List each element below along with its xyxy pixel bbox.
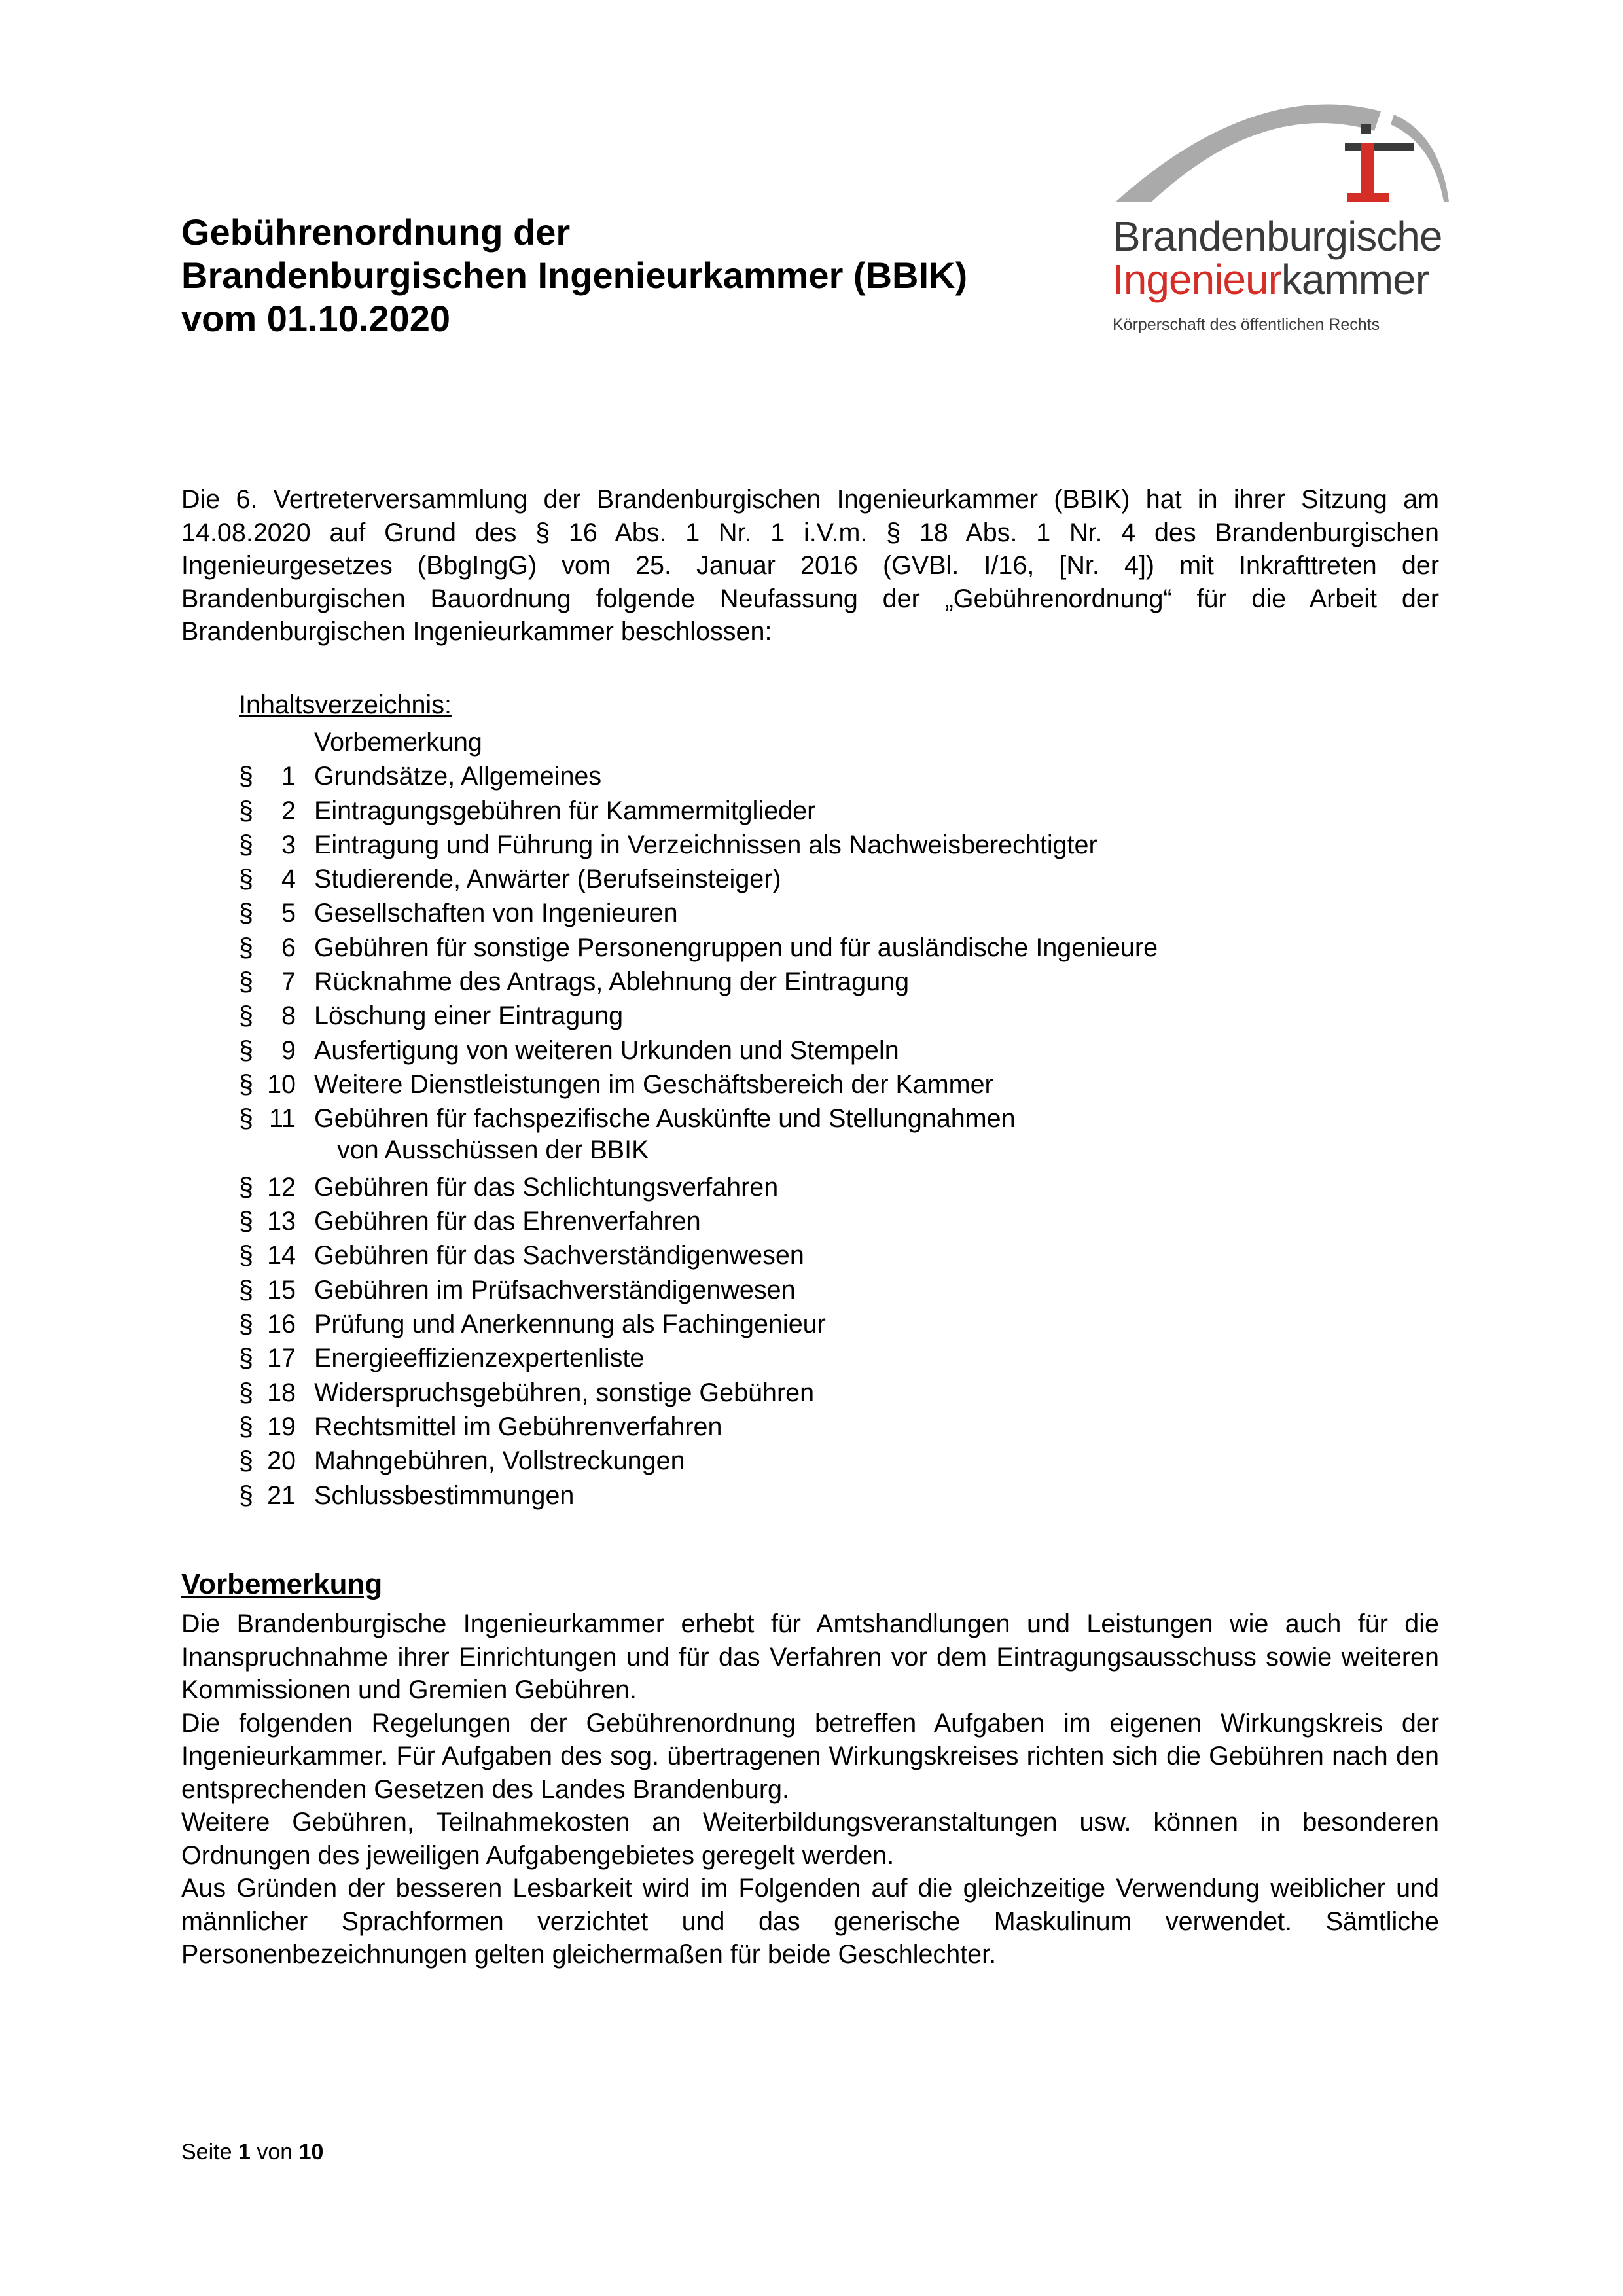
section-number: 17 xyxy=(267,1344,296,1373)
toc-item xyxy=(239,1376,1351,1410)
toc-item-label: Weitere Dienstleistungen im Geschäftsbereich der Kammer xyxy=(314,1069,993,1099)
toc-item xyxy=(239,931,1351,965)
section-number: 16 xyxy=(267,1310,296,1339)
section-number: 8 xyxy=(281,1001,296,1031)
section-symbol: § xyxy=(239,1275,253,1304)
toc-item-label: Mahngebühren, Vollstreckungen xyxy=(314,1446,685,1476)
section-symbol: § xyxy=(239,1378,253,1407)
toc-item xyxy=(239,1033,1351,1067)
toc-item-label: Gebühren für das Ehrenverfahren xyxy=(314,1207,701,1236)
intro-paragraph: Die 6. Vertreterversammlung der Brandenburgischen Ingenieurkammer (BBIK) hat in ihrer Sitzung am 14.08.2020 auf Grund des § 16 Abs. 1 Nr. 1 i.V.m. § 18 Abs. 1 Nr. 4 des Brandenburgischen Ingenieurgesetzes (BbgIngG) vom 25. Januar 2016 (GVBl. I/16, [Nr. 4]) mit Inkrafttreten der Brandenburgischen Bauordnung folgende Neufassung der „Gebührenordnung“ für die Arbeit der Brandenburgischen Ingenieurkammer beschlossen: xyxy=(181,485,1439,646)
body-paragraph: Die Brandenburgische Ingenieurkammer erhebt für Amtshandlungen und Leistungen wie auch für die Inanspruchnahme ihrer Einrichtungen und für das Verfahren vor dem Eintragungsausschuss sowie weiteren Kommissionen und Gremien Gebühren. xyxy=(181,1609,1439,1704)
vorbemerkung-body xyxy=(181,1607,1439,1971)
section-symbol: § xyxy=(239,1172,253,1202)
title-line-2: Brandenburgischen Ingenieurkammer (BBIK) xyxy=(181,255,968,296)
toc-item-label: Gebühren im Prüfsachverständigenwesen xyxy=(314,1275,796,1304)
section-symbol: § xyxy=(239,933,253,962)
section-symbol: § xyxy=(239,1310,253,1339)
section-symbol: § xyxy=(239,796,253,825)
toc-item xyxy=(239,1444,1351,1478)
toc-item-label: Gebühren für fachspezifische Auskünfte und Stellungnahmen xyxy=(314,1104,1016,1134)
document-title xyxy=(181,211,1065,340)
toc-item-label: Vorbemerkung xyxy=(314,728,482,757)
section-number: 4 xyxy=(281,865,296,894)
toc-item-label: Schlussbestimmungen xyxy=(314,1480,575,1510)
logo-word-kammer: kammer xyxy=(1281,256,1429,303)
current-page-number: 1 xyxy=(238,2140,251,2164)
toc-item-label: Prüfung und Anerkennung als Fachingenieur xyxy=(314,1310,826,1339)
section-symbol: § xyxy=(239,1344,253,1373)
toc-item-label-continued: von Ausschüssen der BBIK xyxy=(337,1136,649,1165)
toc-item-label: Grundsätze, Allgemeines xyxy=(314,762,602,791)
vorbemerkung-heading: Vorbemerkung xyxy=(181,1568,383,1600)
body-paragraph: Weitere Gebühren, Teilnahmekosten an Weiterbildungsveranstaltungen usw. können in besonderen Ordnungen des jeweiligen Aufgabengebietes geregelt werden. xyxy=(181,1808,1439,1870)
toc-item xyxy=(239,1479,1351,1513)
toc-item-label: Ausfertigung von weiteren Urkunden und Stempeln xyxy=(314,1035,899,1065)
section-symbol: § xyxy=(239,1104,253,1134)
toc-item xyxy=(239,1307,1351,1341)
bbik-logo xyxy=(1113,85,1453,347)
section-symbol: § xyxy=(239,1480,253,1510)
section-number: 7 xyxy=(281,967,296,997)
footer-middle: von xyxy=(250,2140,299,2164)
logo-line-koerperschaft: Körperschaft des öffentlichen Rechts xyxy=(1113,315,1380,334)
toc-item xyxy=(239,1410,1351,1444)
logo-line-brandenburgische: Brandenburgische xyxy=(1113,213,1442,260)
toc-item xyxy=(239,965,1351,999)
section-symbol: § xyxy=(239,865,253,894)
toc-item xyxy=(239,1067,1351,1102)
table-of-contents xyxy=(239,725,1351,1513)
logo-line-ingenieurkammer xyxy=(1113,257,1429,302)
section-symbol: § xyxy=(239,967,253,997)
body-paragraph: Die folgenden Regelungen der Gebührenordnung betreffen Aufgaben im eigenen Wirkungskreis der Ingenieurkammer. Für Aufgaben des sog. übertragenen Wirkungskreises richten sich die Gebühren nach den entsprechenden Gesetzen des Landes Brandenburg. xyxy=(181,1708,1439,1804)
toc-item-label: Gebühren für das Schlichtungsverfahren xyxy=(314,1172,779,1202)
toc-item xyxy=(239,999,1351,1033)
logo-arc-graphic xyxy=(1113,85,1453,216)
toc-item xyxy=(239,1341,1351,1375)
section-symbol: § xyxy=(239,830,253,859)
toc-item xyxy=(239,1170,1351,1204)
toc-item xyxy=(239,896,1351,930)
body-paragraph: Aus Gründen der besseren Lesbarkeit wird im Folgenden auf die gleichzeitige Verwendung weiblicher und männlicher Sprachformen verzichtet und das generische Maskulinum verwendet. Sämtliche Personenbezeichnungen gelten gleichermaßen für beide Geschlechter. xyxy=(181,1874,1439,1969)
toc-item xyxy=(239,759,1351,793)
section-number: 3 xyxy=(281,830,296,859)
toc-item xyxy=(239,1102,1351,1170)
section-symbol: § xyxy=(239,1035,253,1065)
toc-item-label: Energieeffizienzexpertenliste xyxy=(314,1344,645,1373)
section-symbol: § xyxy=(239,1241,253,1270)
toc-item-label: Gesellschaften von Ingenieuren xyxy=(314,899,678,928)
section-number: 9 xyxy=(281,1035,296,1065)
section-symbol: § xyxy=(239,1446,253,1476)
toc-item xyxy=(239,794,1351,828)
section-number: 10 xyxy=(267,1069,296,1099)
toc-item xyxy=(239,828,1351,862)
section-number: 1 xyxy=(281,762,296,791)
page-footer xyxy=(181,2138,323,2166)
toc-item xyxy=(239,1204,1351,1238)
section-number: 18 xyxy=(267,1378,296,1407)
section-symbol: § xyxy=(239,1001,253,1031)
toc-item-label: Studierende, Anwärter (Berufseinsteiger) xyxy=(314,865,781,894)
section-number: 11 xyxy=(268,1104,296,1134)
toc-item-label: Gebühren für sonstige Personengruppen und für ausländische Ingenieure xyxy=(314,933,1158,962)
section-number: 20 xyxy=(267,1446,296,1476)
toc-item-label: Widerspruchsgebühren, sonstige Gebühren xyxy=(314,1378,815,1407)
title-line-3: vom 01.10.2020 xyxy=(181,298,450,339)
section-number: 2 xyxy=(281,796,296,825)
section-symbol: § xyxy=(239,1069,253,1099)
toc-item xyxy=(239,1238,1351,1272)
section-symbol: § xyxy=(239,1412,253,1441)
toc-item-label: Löschung einer Eintragung xyxy=(314,1001,624,1031)
section-number: 14 xyxy=(267,1241,296,1270)
toc-item-label: Rechtsmittel im Gebührenverfahren xyxy=(314,1412,722,1441)
section-symbol: § xyxy=(239,762,253,791)
section-number: 6 xyxy=(281,933,296,962)
toc-item xyxy=(239,1273,1351,1307)
toc-item-label: Gebühren für das Sachverständigenwesen xyxy=(314,1241,804,1270)
footer-prefix: Seite xyxy=(181,2140,238,2164)
toc-heading: Inhaltsverzeichnis: xyxy=(239,691,452,719)
toc-item xyxy=(239,862,1351,896)
section-number: 5 xyxy=(281,899,296,928)
section-number: 19 xyxy=(267,1412,296,1441)
section-number: 12 xyxy=(267,1172,296,1202)
toc-item-label: Eintragung und Führung in Verzeichnissen als Nachweisberechtigter xyxy=(314,830,1097,859)
section-symbol: § xyxy=(239,1207,253,1236)
toc-item xyxy=(239,725,1351,759)
toc-item-label: Rücknahme des Antrags, Ablehnung der Eintragung xyxy=(314,967,910,997)
title-line-1: Gebührenordnung der xyxy=(181,211,571,253)
section-number: 21 xyxy=(267,1480,296,1510)
total-page-count: 10 xyxy=(298,2140,324,2164)
section-symbol: § xyxy=(239,899,253,928)
logo-word-ingenieur: Ingenieur xyxy=(1113,256,1281,303)
section-number: 13 xyxy=(267,1207,296,1236)
section-number: 15 xyxy=(267,1275,296,1304)
toc-item-label: Eintragungsgebühren für Kammermitglieder xyxy=(314,796,816,825)
